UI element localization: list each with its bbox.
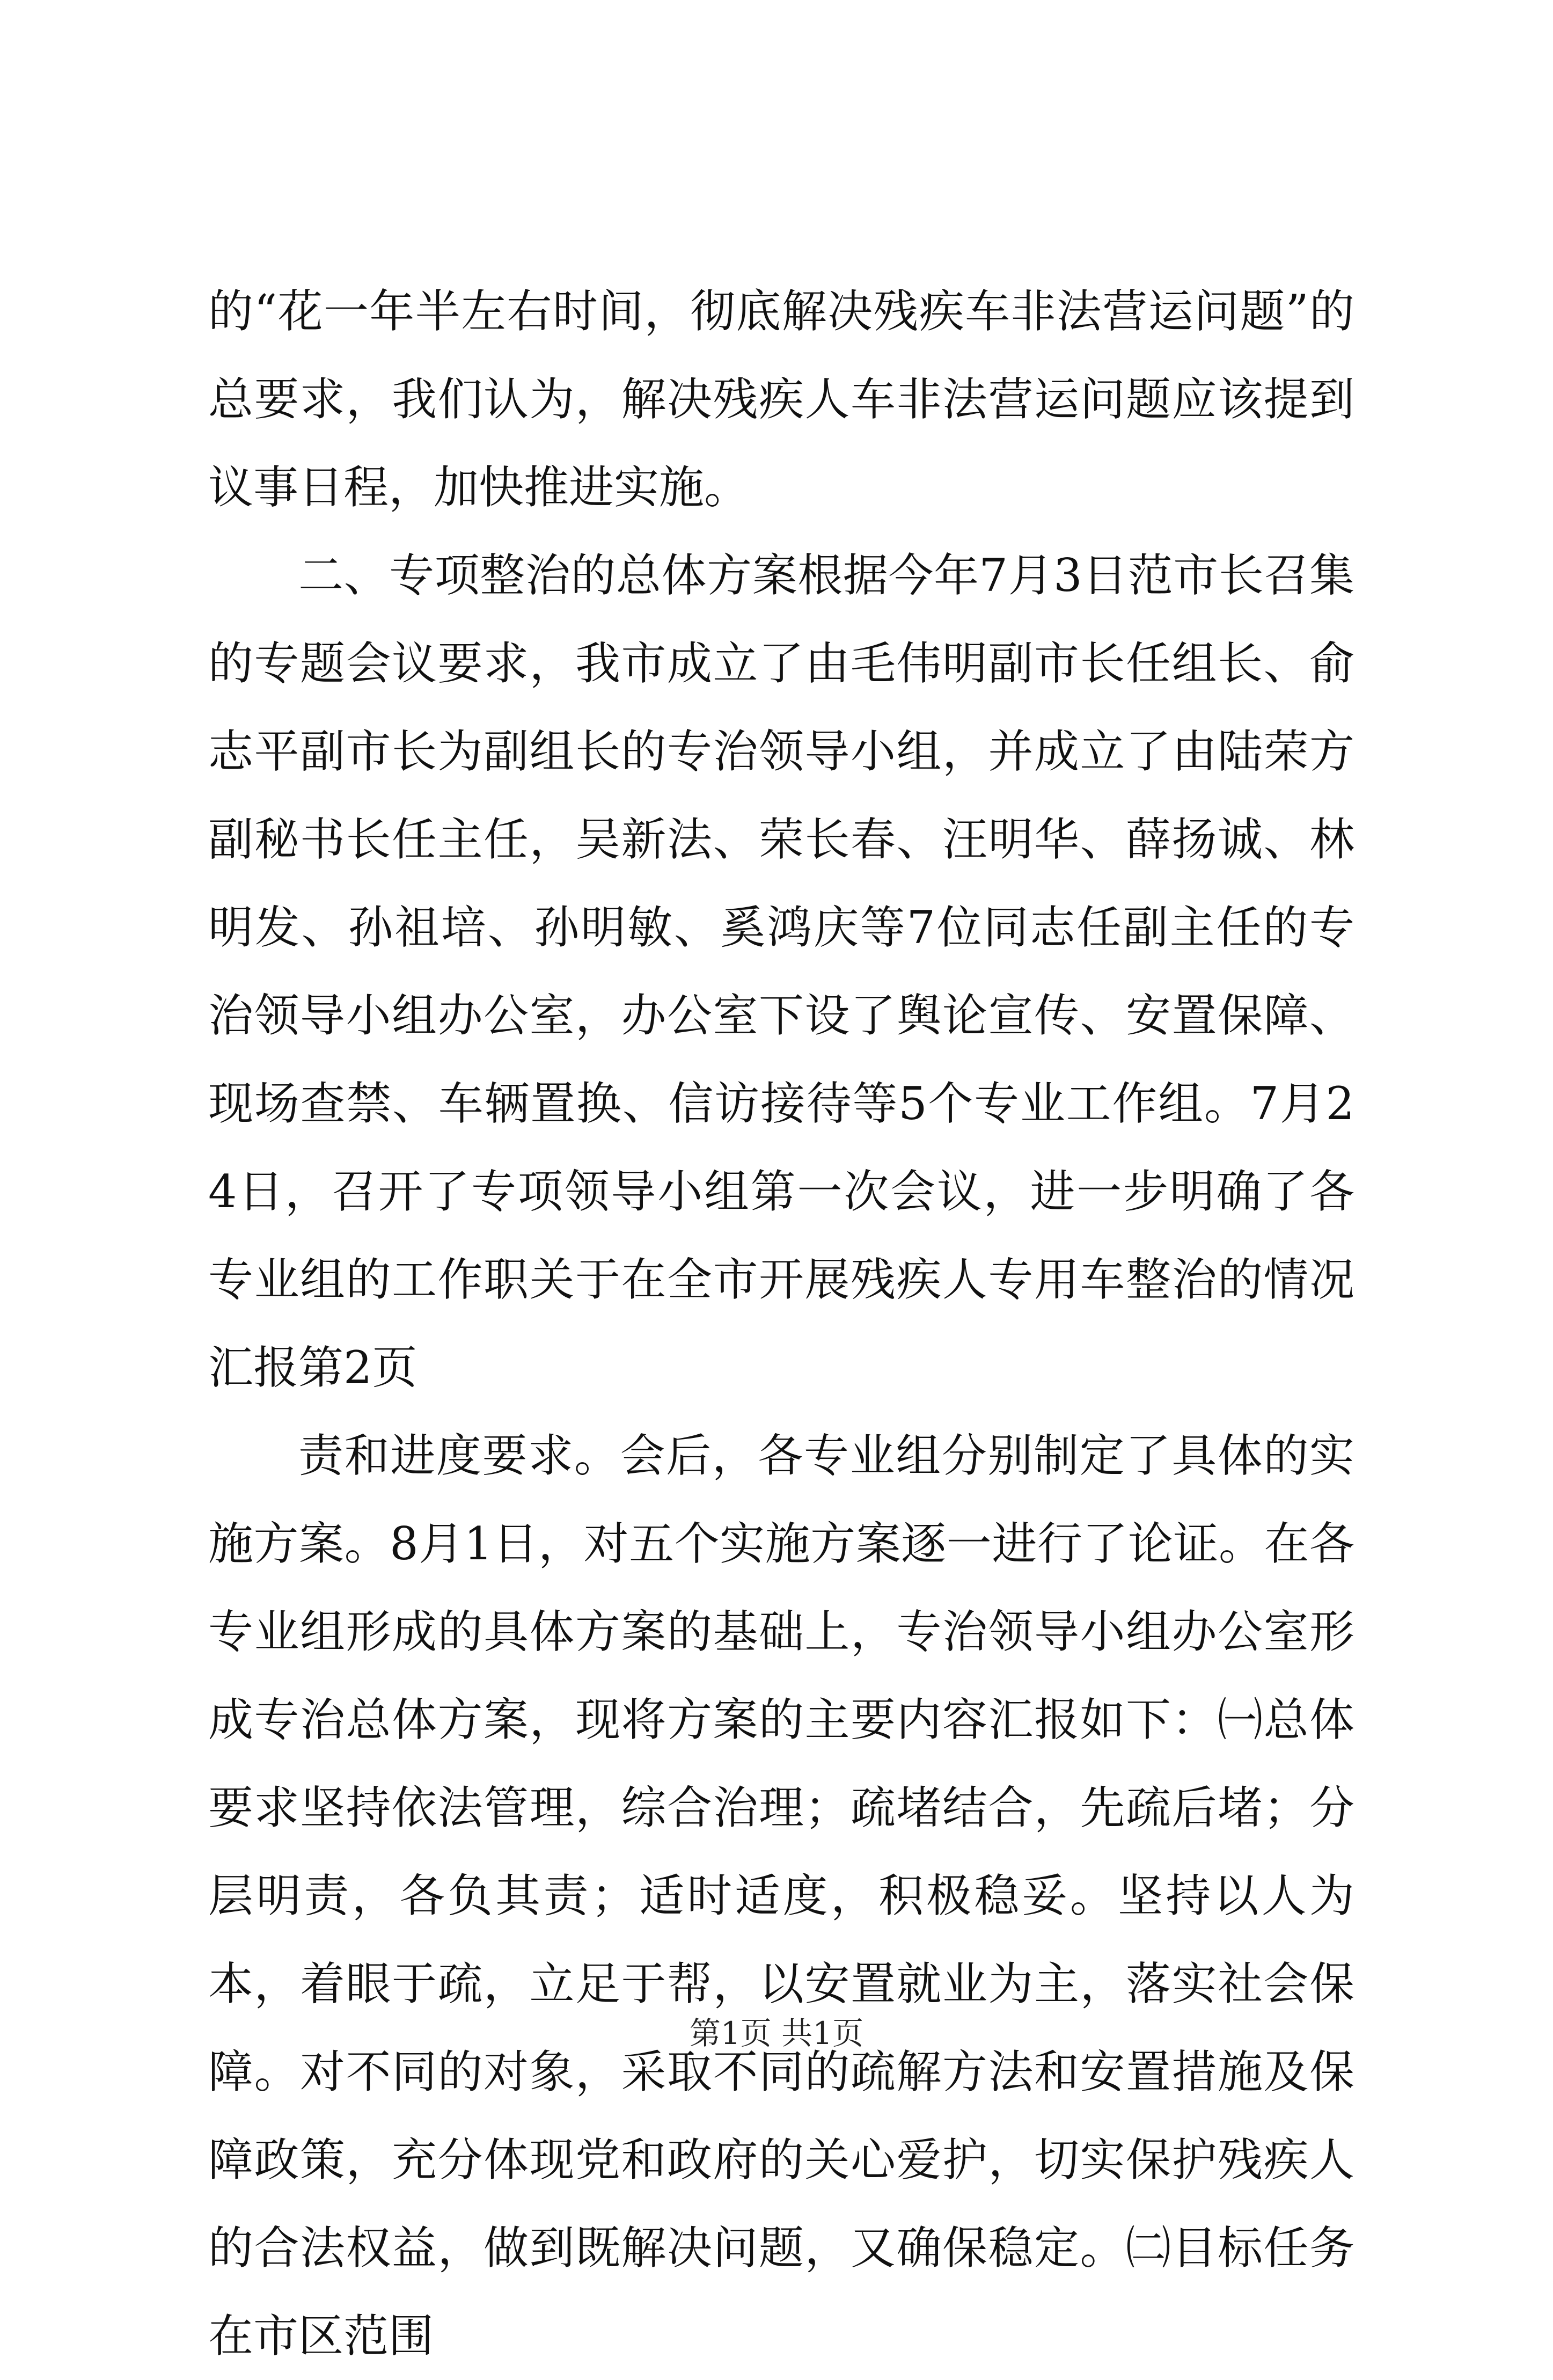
paragraph-overall-plan: 二、专项整治的总体方案根据今年7月3日范市长召集的专题会议要求，我市成立了由毛伟明副市长任组长、俞志平副市长为副组长的专治领导小组，并成立了由陆荣方副秘书长任主任，吴新法、荣长春、汪明华、薛扬诚、林明发、孙祖培、孙明敏、奚鸿庆等7位同志任副主任的专治领导小组办公室，办公室下设了舆论宣传、安置保障、现场查禁、车辆置换、信访接待等5个专业工作组。7月24日，召开了专项领导小组第一次会议，进一步明确了各专业组的工作职关于在全市开展残疾人专用车整治的情况汇报第2页 (208, 549, 1354, 1394)
page-footer: 第1页 共1页 (689, 2015, 864, 2052)
paragraph-continuation: 的“花一年半左右时间，彻底解决残疾车非法营运问题”的总要求，我们认为，解决残疾人车非法营运问题应该提到议事日程，加快推进实施。 (208, 285, 1354, 514)
document-body (208, 267, 1354, 2380)
paragraph-plan-details: 责和进度要求。会后，各专业组分别制定了具体的实施方案。8月1日，对五个实施方案逐一进行了论证。在各专业组形成的具体方案的基础上，专治领导小组办公室形成专治总体方案，现将方案的主要内容汇报如下：㈠总体要求坚持依法管理，综合治理；疏堵结合，先疏后堵；分层明责，各负其责；适时适度，积极稳妥。坚持以人为本，着眼于疏，立足于帮，以安置就业为主，落实社会保障。对不同的对象，采取不同的疏解方法和安置措施及保障政策，充分体现党和政府的关心爱护，切实保护残疾人的合法权益，做到既解决问题，又确保稳定。㈡目标任务在市区范围 (208, 1429, 1354, 2362)
